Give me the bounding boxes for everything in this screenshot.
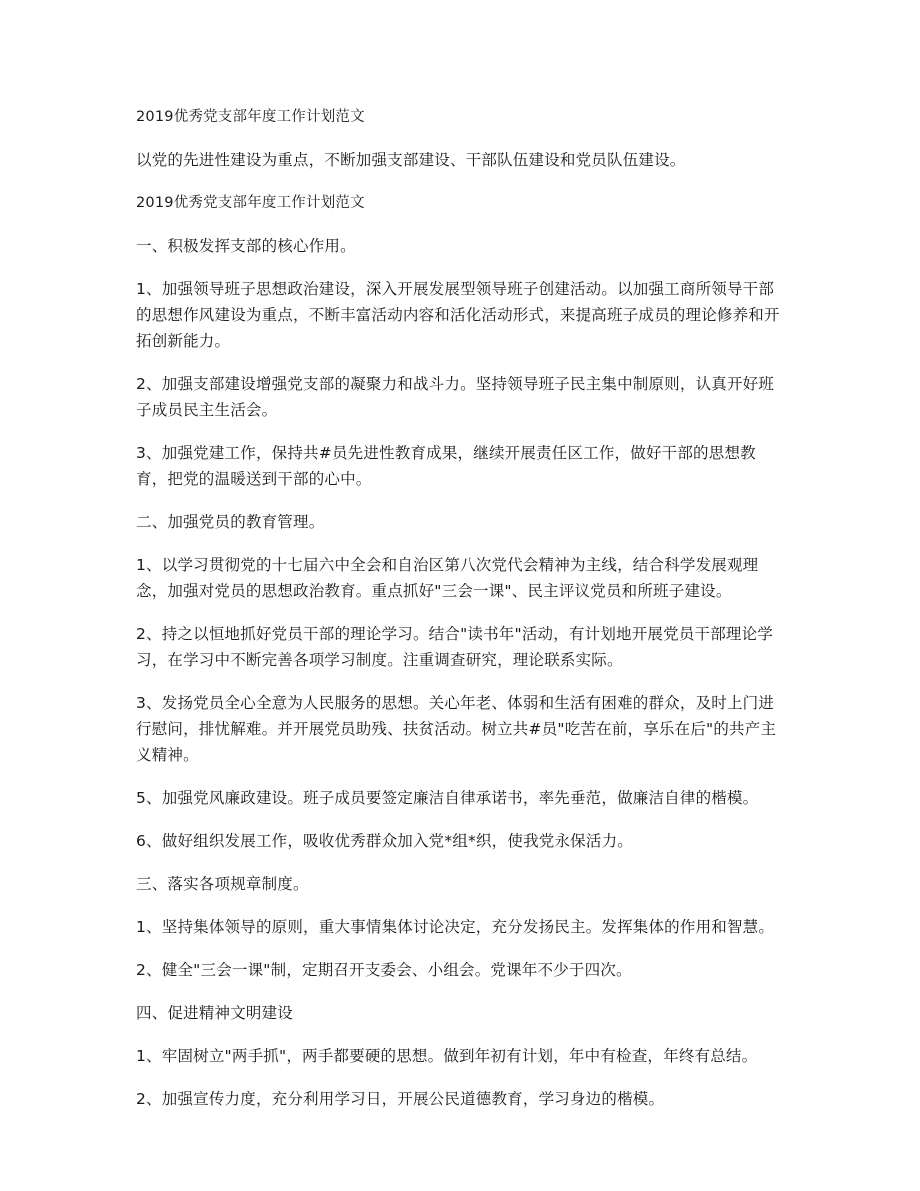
section-3-item-1: 1、坚持集体领导的原则，重大事情集体讨论决定，充分发扬民主。发挥集体的作用和智慧。 (136, 918, 775, 936)
section-1-item-3: 3、加强党建工作，保持共#员先进性教育成果，继续开展责任区工作，做好干部的思想教育，把党的温暖送到干部的心中。 (136, 444, 756, 488)
section-3-item-2: 2、健全"三会一课"制，定期召开支委会、小组会。党课年不少于四次。 (136, 961, 632, 979)
section-4-item-1: 1、牢固树立"两手抓"，两手都要硬的思想。做到年初有计划，年中有检查，年终有总结。 (136, 1047, 758, 1065)
section-2-item-2: 2、持之以恒地抓好党员干部的理论学习。结合"读书年"活动，有计划地开展党员干部理论学习，在学习中不断完善各项学习制度。注重调查研究，理论联系实际。 (136, 625, 774, 669)
section-heading-2: 二、加强党员的教育管理。 (136, 513, 325, 531)
intro-paragraph: 以党的先进性建设为重点，不断加强支部建设、干部队伍建设和党员队伍建设。 (136, 151, 686, 169)
section-1-item-2: 2、加强支部建设增强党支部的凝聚力和战斗力。坚持领导班子民主集中制原则，认真开好班子成员民主生活会。 (136, 375, 775, 419)
section-2-item-5: 5、加强党风廉政建设。班子成员要签定廉洁自律承诺书，率先垂范，做廉洁自律的楷模。 (136, 789, 759, 807)
section-heading-4: 四、促进精神文明建设 (136, 1004, 294, 1022)
section-2-item-6: 6、做好组织发展工作，吸收优秀群众加入党*组*织，使我党永保活力。 (136, 832, 633, 850)
document-title: 2019优秀党支部年度工作计划范文 (136, 109, 365, 125)
document-subtitle: 2019优秀党支部年度工作计划范文 (136, 195, 365, 211)
section-heading-1: 一、积极发挥支部的核心作用。 (136, 237, 356, 255)
section-2-item-1: 1、以学习贯彻党的十七届六中全会和自治区第八次党代会精神为主线，结合科学发展观理念，加强对党员的思想政治教育。重点抓好"三会一课"、民主评议党员和所班子建设。 (136, 556, 759, 600)
section-4-item-2: 2、加强宣传力度，充分利用学习日，开展公民道德教育，学习身边的楷模。 (136, 1090, 665, 1108)
section-1-item-1: 1、加强领导班子思想政治建设，深入开展发展型领导班子创建活动。以加强工商所领导干部的思想作风建设为重点，不断丰富活动内容和活化活动形式，来提高班子成员的理论修养和开拓创新能力。 (136, 280, 780, 350)
section-2-item-3: 3、发扬党员全心全意为人民服务的思想。关心年老、体弱和生活有困难的群众，及时上门进行慰问，排忧解难。并开展党员助残、扶贫活动。树立共#员"吃苦在前，享乐在后"的共产主义精神。 (136, 694, 777, 764)
section-heading-3: 三、落实各项规章制度。 (136, 875, 309, 893)
document-page (136, 104, 786, 1129)
